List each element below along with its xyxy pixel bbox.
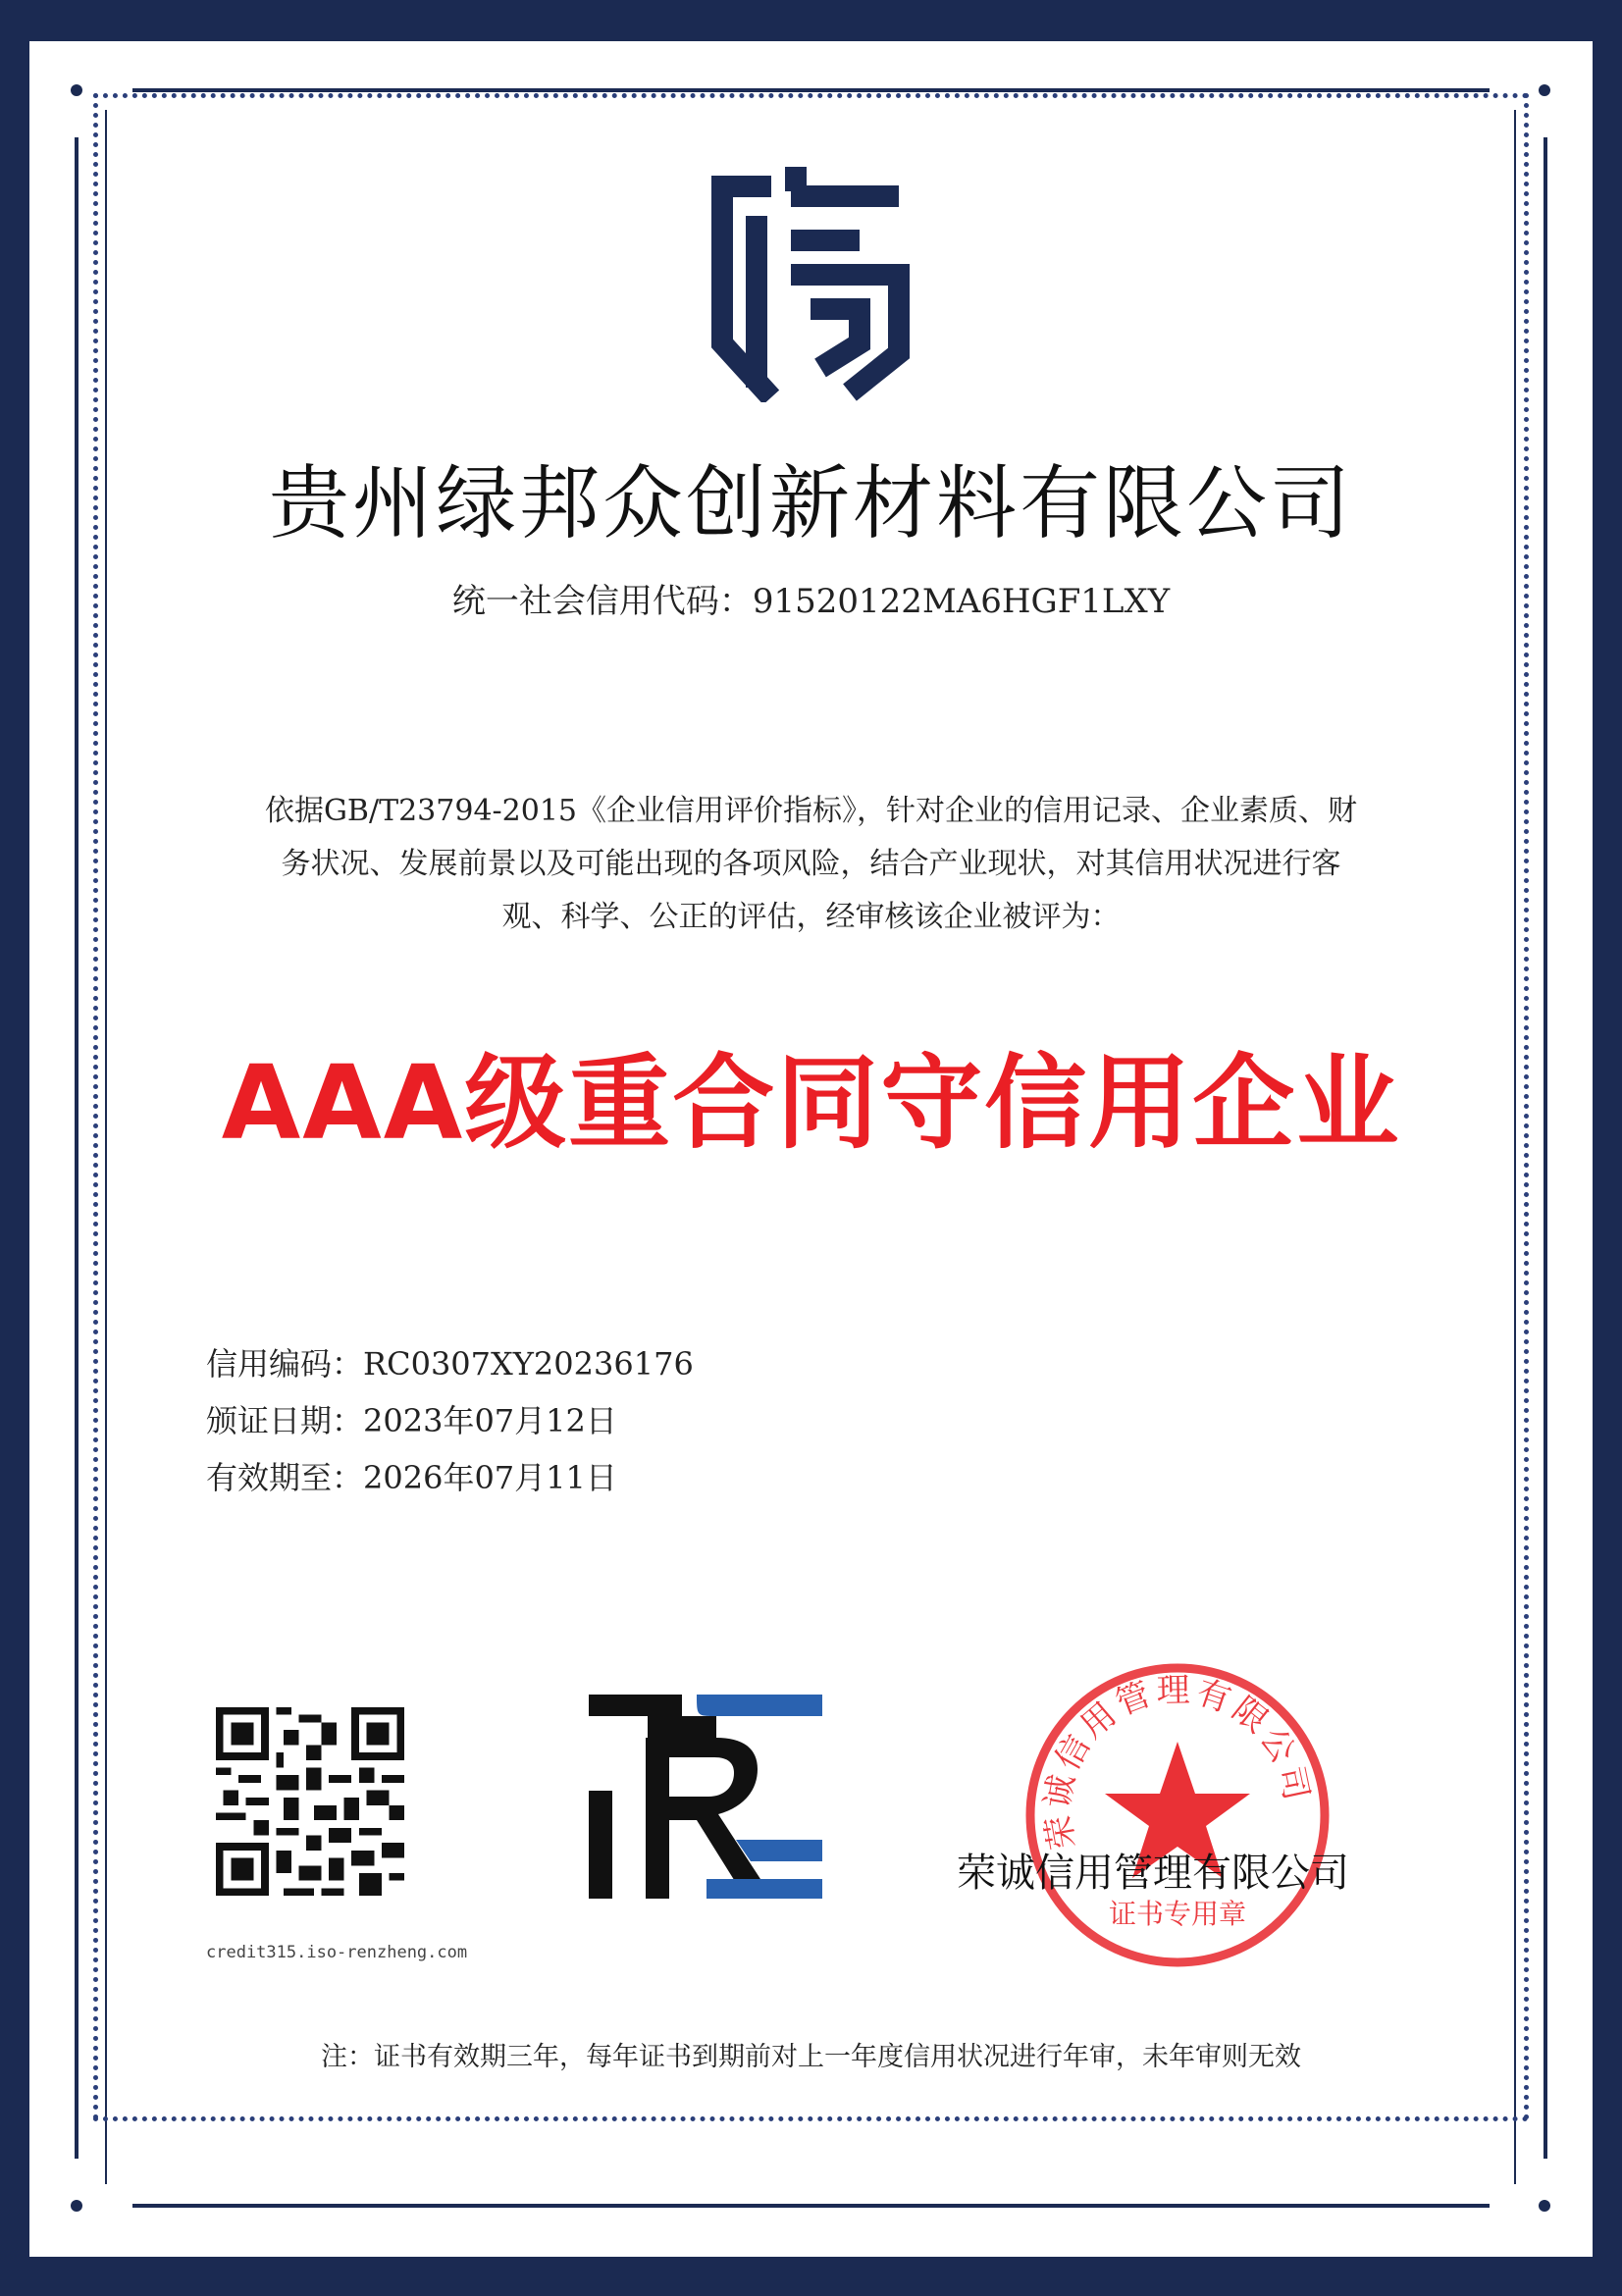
website-url: credit315.iso-renzheng.com — [206, 1943, 468, 1962]
corner-dot — [1539, 2200, 1550, 2212]
seal-arc-text: 荣诚信用管理有限公司 — [1037, 1670, 1317, 1852]
rating-title: AAA级重合同守信用企业 — [221, 1043, 1401, 1163]
validity-note: 注：证书有效期三年，每年证书到期前对上一年度信用状况进行年审，未年审则无效 — [321, 2042, 1301, 2072]
credit-number: 信用编码：RC0307XY20236176 — [206, 1345, 694, 1383]
intro-line: 务状况、发展前景以及可能出现的各项风险，结合产业现状，对其信用状况进行客 — [281, 847, 1341, 881]
issuer-name: 荣诚信用管理有限公司 — [957, 1851, 1349, 1896]
issue-date: 颁证日期：2023年07月12日 — [206, 1402, 617, 1439]
corner-dot — [71, 2200, 82, 2212]
frame-top-line — [132, 88, 1490, 92]
intro-line: 观、科学、公正的评估，经审核该企业被评为： — [501, 900, 1121, 934]
credit-code-line: 统一社会信用代码：91520122MA6HGF1LXY — [451, 582, 1171, 621]
official-seal — [1020, 1658, 1334, 1972]
company-name: 贵州绿邦众创新材料有限公司 — [268, 457, 1353, 550]
rc-logo-icon — [589, 1693, 824, 1904]
qr-code-icon — [216, 1707, 404, 1896]
intro-line: 依据GB/T23794-2015《企业信用评价指标》，针对企业的信用记录、企业素质、财 — [264, 794, 1358, 828]
corner-dot — [71, 84, 82, 96]
valid-until: 有效期至：2026年07月11日 — [206, 1459, 617, 1496]
frame-bottom-line — [132, 2204, 1490, 2208]
seal-bottom-text: 证书专用章 — [1108, 1898, 1247, 1930]
xin-logo-icon — [703, 157, 918, 402]
intro-paragraph — [196, 785, 1426, 944]
corner-dot — [1539, 84, 1550, 96]
